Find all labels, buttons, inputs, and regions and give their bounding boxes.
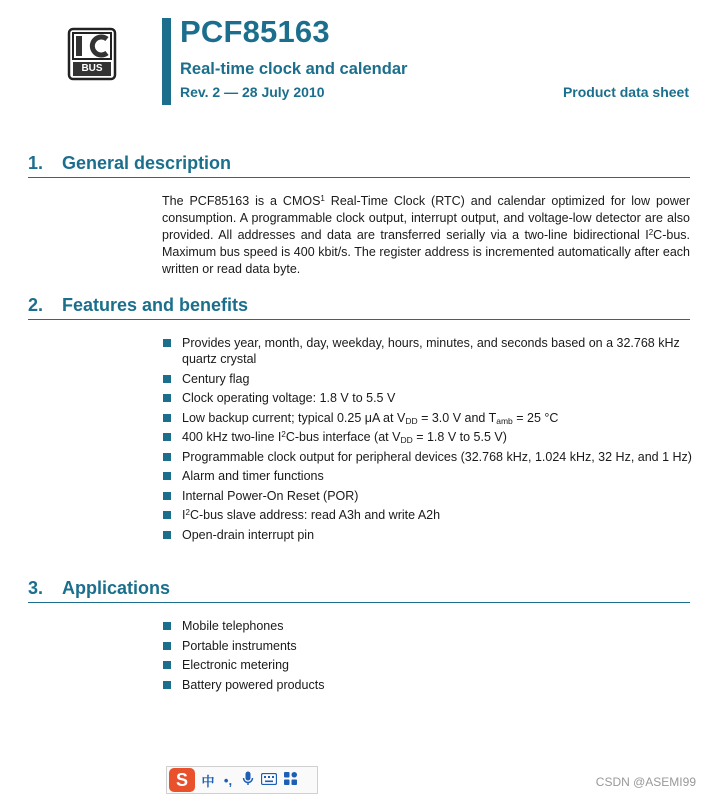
list-item: Open-drain interrupt pin [162,527,692,543]
section-number: 3. [28,578,44,598]
section-heading-applications [28,578,690,603]
list-item: $I^2C$-bus slave address: read A3h and write A2h [162,507,692,523]
ime-toolbar[interactable] [166,766,318,794]
applications-list [162,618,692,696]
document-title: PCF85163 [180,14,330,49]
revision-date: Rev. 2 — 28 July 2010 [180,84,325,100]
watermark: CSDN @ASEMI99 [595,775,696,789]
ime-logo-icon[interactable]: S [169,768,195,792]
grid-icon[interactable] [283,772,297,788]
microphone-icon[interactable] [241,771,255,789]
section-title: Features and benefits [62,295,249,315]
list-item: Electronic metering [162,657,692,673]
list-item: Portable instruments [162,638,692,654]
list-item: Mobile telephones [162,618,692,634]
section-number: 2. [28,295,44,315]
list-item: Low backup current; typical 0.25 μA at $V_{DD} = 3.0$ V and $T_{amb} = 25$ °C [162,410,692,426]
document-subtitle: Real-time clock and calendar [180,60,408,78]
general-description-paragraph: The PCF85163 is a CMOS$^1$ Real-Time Clock (RTC) and calendar optimized for low power consumption. A programmable clock output, interrupt output, and voltage-low detector are also provided. All addresses and data are transferred serially via a two-line bidirectional $I^2C$-bus. Maximum bus speed is 400 kbit/s. The register address is incremented automatically after each written or read data byte. [162,194,690,276]
section-heading-general [28,153,690,178]
footnote-ref: 1 [320,194,325,203]
list-item: Internal Power-On Reset (POR) [162,488,692,504]
section-heading-features [28,295,690,320]
keyboard-icon[interactable] [261,773,277,788]
ime-language-toggle[interactable]: 中 [201,773,215,789]
logo-text-bottom: BUS [81,63,103,74]
section-title: Applications [62,578,171,598]
list-item: 400 kHz two-line $I^2C$-bus interface (at $V_{DD} = 1.8$ V to 5.5 V) [162,429,692,445]
list-item: Programmable clock output for peripheral devices (32.768 kHz, 1.024 kHz, 32 Hz, and 1 Hz) [162,449,692,465]
header-accent-bar [162,18,171,105]
list-item: Provides year, month, day, weekday, hours, minutes, and seconds based on a 32.768 kHz quartz crystal [162,335,692,367]
i2c-bus-logo [67,27,117,81]
list-item: Battery powered products [162,677,692,693]
ime-punctuation-toggle[interactable]: •, [223,772,233,788]
list-item: Clock operating voltage: 1.8 V to 5.5 V [162,390,692,406]
features-list [162,335,692,546]
list-item: Century flag [162,371,692,387]
section-title: General description [62,153,232,173]
section-number: 1. [28,153,44,173]
document-type: Product data sheet [562,84,689,100]
list-item: Alarm and timer functions [162,468,692,484]
